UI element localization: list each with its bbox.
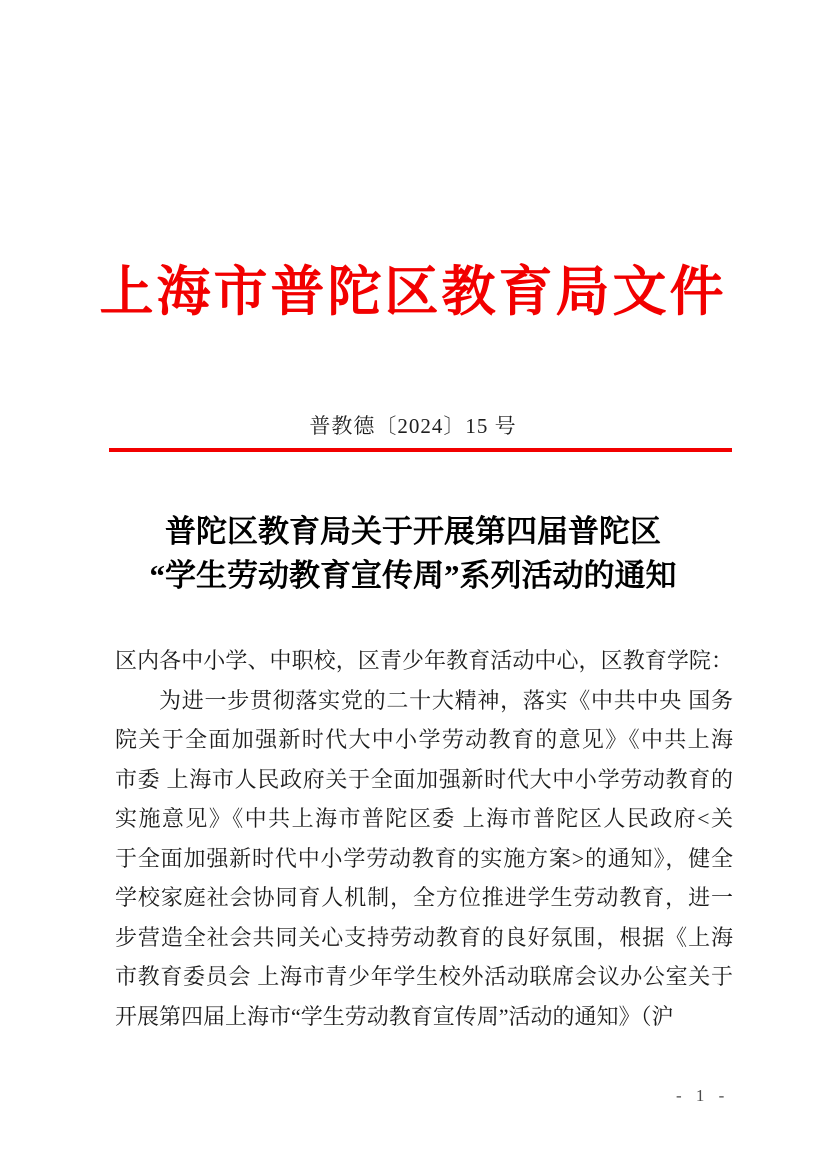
page-number: - 1 -: [676, 1086, 730, 1105]
body-line: 学校家庭社会协同育人机制，全方位推进学生劳动教育，进一: [115, 885, 733, 910]
document-number: 普教德〔2024〕15 号: [309, 414, 517, 438]
body-line: 市教育委员会 上海市青少年学生校外活动联席会议办公室关于: [115, 964, 733, 989]
body-line: 实施意见》《中共上海市普陀区委 上海市普陀区人民政府<关: [115, 806, 733, 831]
body-text: [115, 641, 733, 1036]
body-line: 于全面加强新时代中小学劳动教育的实施方案>的通知》，健全: [115, 845, 733, 871]
body-line: 院关于全面加强新时代大中小学劳动教育的意见》《中共上海: [115, 727, 733, 752]
red-divider-line: [109, 448, 732, 452]
body-line: 市委 上海市人民政府关于全面加强新时代大中小学劳动教育的: [115, 766, 733, 792]
body-line: 步营造全社会共同关心支持劳动教育的良好氛围，根据《上海: [115, 924, 733, 950]
agency-header-title: 上海市普陀区教育局文件: [99, 262, 727, 322]
body-line: 为进一步贯彻落实党的二十大精神，落实《中共中央 国务: [159, 687, 733, 713]
body-line-salutation: 区内各中小学、中职校，区青少年教育活动中心，区教育学院：: [115, 648, 733, 673]
notice-title-line1: 普陀区教育局关于开展第四届普陀区: [165, 514, 661, 549]
notice-title: [0, 510, 826, 598]
notice-title-line2: “学生劳动教育宣传周”系列活动的通知: [149, 558, 677, 593]
body-line: 开展第四届上海市“学生劳动教育宣传周”活动的通知》（沪: [115, 1003, 674, 1029]
